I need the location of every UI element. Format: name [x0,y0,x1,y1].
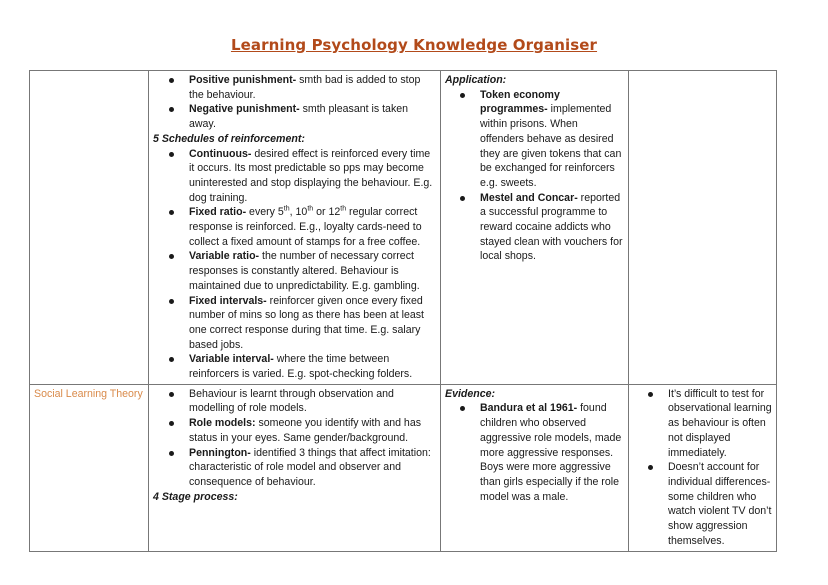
list-item [189,294,436,353]
content-cell [149,384,441,551]
list-item [189,387,436,416]
topic-label: Social Learning Theory [34,387,143,400]
slt-list [153,387,436,490]
definition: desired effect is reinforced every time it occurs. Its most predictable so pps may become uninterested and stop displaying the behaviour. E.g. dog training. [189,147,433,204]
topic-cell [30,384,149,551]
list-item [189,73,436,102]
definition: reinforcer given once every fixed number of mins so long as there has been at least one correct response during that time. E.g. salary based jobs. [189,294,424,351]
term: Variable ratio- [189,250,260,263]
definition: found children who observed aggressive role models, made more aggressive responses. Boys were more aggressive than girls especially if the role model was a male. [480,402,622,503]
list-item [189,352,436,381]
definition: where the time between reinforcers is varied. E.g. spot-checking folders. [189,353,413,381]
list-item [189,147,436,206]
definition-part: every 5 [246,206,284,219]
term: Role models: [189,417,256,430]
application-cell [441,71,629,385]
topic-cell [30,71,149,385]
content-cell [149,71,441,385]
page-title: Learning Psychology Knowledge Organiser [230,36,598,54]
term: Fixed ratio- [189,206,247,219]
superscript: th [340,205,347,213]
evidence-cell [441,384,629,551]
term: Mestel and Concar- [480,191,578,204]
evaluation-cell [629,384,777,551]
term: Positive punishment- [189,74,297,86]
definition: someone you identify with and has status in your eyes. Same gender/background. [189,417,422,444]
term: Token economy programmes- [480,88,560,116]
evaluation-list [633,387,772,549]
evidence-list [445,401,624,504]
schedules-list [153,147,436,382]
list-item [480,401,624,504]
term: Fixed intervals- [189,294,267,307]
definition-part: or 12 [313,206,341,219]
section-heading: Application: [445,74,507,86]
table-row [30,384,777,551]
list-item [480,191,624,265]
superscript: th [307,205,314,213]
definition: implemented within prisons. When offenders behave as desired they are given tokens that can be exchanged for reinforcers e.g. sweets. [480,103,622,189]
punishment-list [153,73,436,132]
definition: smth pleasant is taken away. [189,103,409,131]
table-row [30,71,777,385]
definition: the number of necessary correct responses is constantly altered. Behaviour is maintained due to unpredictability. E.g. gambling. [189,250,420,292]
definition: smth bad is added to stop the behaviour. [189,74,421,101]
term: Bandura et al 1961- [480,402,578,415]
list-item [189,416,436,445]
evaluation-point: It’s difficult to test for observational learning as behaviour is often not displayed immediately. [668,387,772,459]
section-heading: 5 Schedules of reinforcement: [153,132,305,145]
term: Negative punishment- [189,103,300,116]
section-heading: 4 Stage process: [153,490,238,503]
list-item [189,102,436,131]
definition: Behaviour is learnt through observation and modelling of role models. [189,387,394,415]
definition: reported a successful programme to reward cocaine addicts who stayed clean with vouchers for local shops. [480,191,623,263]
definition-part: , 10 [289,206,308,219]
list-item [189,249,436,293]
section-heading: Evidence: [445,387,496,400]
term: Variable interval- [189,353,274,366]
evaluation-cell [629,71,777,385]
term: Pennington- [189,446,251,459]
superscript: th [283,205,290,213]
application-list [445,88,624,264]
term: Continuous- [189,147,252,160]
definition-part: regular correct response is reinforced. E.g., loyalty cards-need to collect a fixed amount of stamps for a free coffee. [189,206,422,248]
list-item [480,88,624,191]
knowledge-organiser-table [29,70,777,552]
definition: identified 3 things that affect imitation: characteristic of role model and observer and consequence of behaviour. [189,446,431,488]
list-item [189,205,436,249]
list-item [668,387,772,461]
evaluation-point: Doesn’t account for individual differences- some children who watch violent TV don’t show aggression themselves. [668,461,772,547]
list-item [189,446,436,490]
list-item [668,460,772,548]
